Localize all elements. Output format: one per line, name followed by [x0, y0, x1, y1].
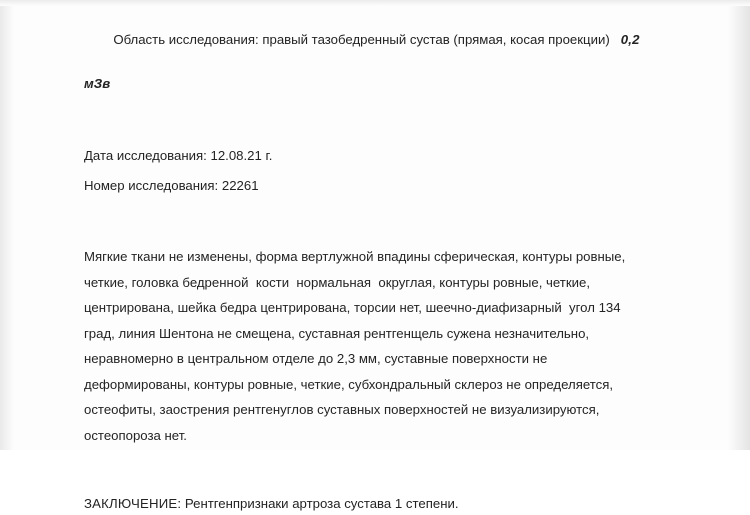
study-date-line: Дата исследования: 12.08.21 г. — [84, 148, 273, 163]
findings-line: неравномерно в центральном отделе до 2,3 мм, суставные поверхности не — [84, 351, 548, 366]
findings-line: остеопороза нет. — [84, 427, 187, 443]
study-area-line — [84, 8, 704, 136]
findings-line: центрирована, шейка бедра центрирована, торсии нет, шеечно-диафизарный угол 134 — [84, 300, 621, 315]
findings-line: град, линия Шентона не смещена, суставная рентгенщель сужена незначительно, — [84, 325, 590, 341]
findings-body — [84, 244, 698, 448]
study-number-line: Номер исследования: 22261 — [84, 178, 259, 193]
study-area-label: Область исследования: правый тазобедренный сустав (прямая, косая проекции) — [113, 32, 610, 47]
page-top-edge-shadow — [0, 0, 750, 6]
findings-line: остеофиты, заострения рентгенуглов суставных поверхностей не визуализируются, — [84, 402, 600, 417]
findings-line: четкие, головка бедренной кости нормальная округлая, контуры ровные, четкие, — [84, 274, 590, 290]
findings-line: деформированы, контуры ровные, четкие, субхондральный склероз не определяется, — [84, 376, 614, 392]
document-content — [84, 8, 704, 515]
findings-line: Мягкие ткани не изменены, форма вертлужной впадины сферическая, контуры ровные, — [84, 249, 626, 264]
page-left-edge-shadow — [0, 0, 14, 450]
study-dose-value: 0,2 — [620, 32, 640, 47]
conclusion-section — [84, 493, 704, 515]
study-dose-unit: мЗв — [84, 76, 111, 91]
page-right-edge-shadow — [728, 0, 750, 450]
conclusion-label: ЗАКЛЮЧЕНИЕ: — [84, 496, 182, 511]
study-header — [84, 8, 704, 196]
conclusion-text: Рентгенпризнаки артроза сустава 1 степени. — [181, 496, 459, 511]
